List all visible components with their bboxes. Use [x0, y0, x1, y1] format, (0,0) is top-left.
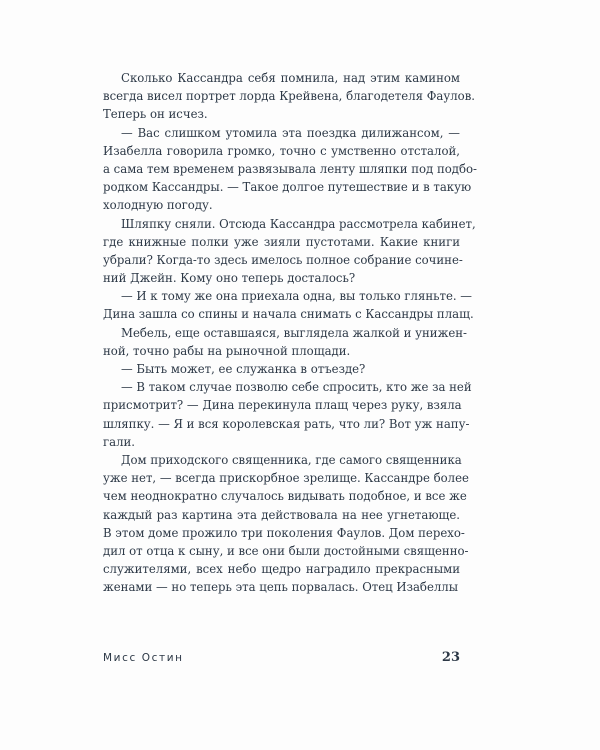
paragraph	[103, 124, 477, 215]
text-line: где книжные полки уже зияли пустотами. Какие книги	[103, 234, 460, 249]
text-line: служителями, всех небо щедро наградило прекрасными	[103, 562, 460, 577]
text-line: уже нет, — всегда прискорбное зрелище. Кассандре более	[103, 471, 469, 486]
body-text	[103, 69, 477, 596]
text-line: Дина зашла со спины и начала снимать с Кассандры плащ.	[103, 307, 474, 322]
paragraph	[103, 215, 476, 288]
text-line: холодную погоду.	[103, 198, 213, 213]
paragraph	[103, 69, 476, 124]
text-line: Теперь он исчез.	[103, 107, 208, 122]
paragraph	[103, 451, 469, 597]
text-line: гали.	[103, 434, 136, 449]
paragraph	[103, 324, 468, 360]
paragraph	[103, 378, 472, 451]
text-line: родком Кассандры. — Такое долгое путешествие и в такую	[103, 180, 472, 195]
text-line: — И к тому же она приехала одна, вы только гляньте. —	[121, 289, 472, 304]
text-line: Мебель, еще оставшаяся, выглядела жалкой и унижен-	[121, 325, 468, 340]
text-line: Дом приходского священника, где самого священника	[121, 452, 462, 467]
text-line: женами — но теперь эта цепь порвалась. Отец Изабеллы	[103, 580, 459, 595]
text-line: дил от отца к сыну, и все они были достойными священно-	[103, 543, 469, 558]
text-line: убрали? Когда-то здесь имелось полное собрание сочине-	[103, 252, 463, 267]
text-line: ний Джейн. Кому оно теперь досталось?	[103, 271, 356, 286]
text-line: чем неоднократно случалось видывать подобное, и все же	[103, 489, 467, 504]
running-title: Мисс Остин	[103, 652, 184, 664]
text-line: шляпку. — Я и вся королевская рать, что ли? Вот уж напу-	[103, 416, 470, 431]
text-line: — В таком случае позволю себе спросить, кто же за ней	[121, 380, 472, 395]
text-line: Изабелла говорила громко, точно с умственно отсталой,	[103, 143, 460, 158]
text-line: Сколько Кассандра себя помнила, над этим камином	[121, 71, 460, 85]
text-line: ной, точно рабы на рыночной площади.	[103, 343, 351, 358]
text-line: — Вас слишком утомила эта поездка дилижансом, —	[121, 125, 460, 140]
page-number: 23	[441, 650, 460, 665]
paragraph	[103, 287, 474, 323]
text-line: Шляпку сняли. Отсюда Кассандра рассмотрела кабинет,	[121, 216, 476, 231]
text-line: всегда висел портрет лорда Крейвена, благодетеля Фаулов.	[103, 89, 476, 104]
text-line: В этом доме прожило три поколения Фаулов. Дом перехо-	[103, 525, 465, 540]
page-footer	[103, 650, 460, 670]
text-line: каждый раз картина эта действовала на нее угнетающе.	[103, 507, 460, 522]
text-line: — Быть может, ее служанка в отъезде?	[121, 362, 366, 376]
text-line: присмотрит? — Дина перекинула плащ через руку, взяла	[103, 398, 462, 413]
text-line: а сама тем временем развязывала ленту шляпки под подбо-	[103, 161, 477, 176]
paragraph	[103, 360, 460, 378]
